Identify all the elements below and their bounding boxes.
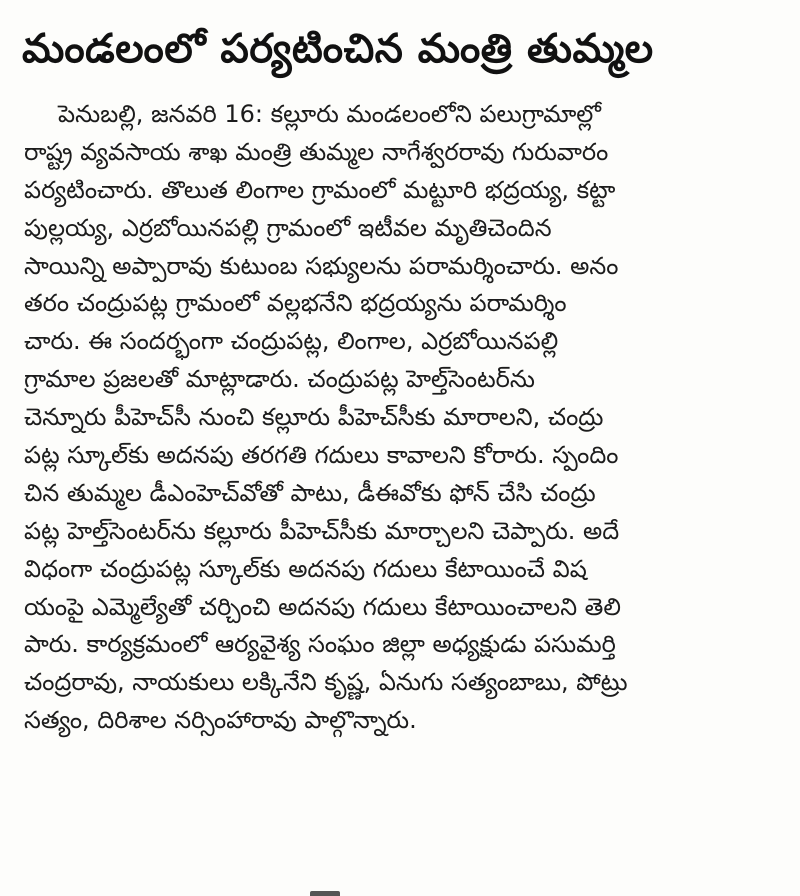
article-line: పర్యటించారు. తొలుత లింగాల గ్రామంలో మట్టూరి భద్రయ్య, కట్టా — [24, 175, 616, 204]
article-line: రాష్ట్ర వ్యవసాయ శాఖ మంత్రి తుమ్మల నాగేశ్వరరావు గురువారం — [24, 137, 609, 166]
article-line: పట్ల స్కూల్‌కు అదనపు తరగతి గదులు కావాలని కోరారు. స్పందిం — [24, 441, 619, 470]
article-line: యంపై ఎమ్మెల్యేతో చర్చించి అదనపు గదులు కేటాయించాలని తెలి — [24, 592, 621, 621]
article-line: చిన తుమ్మల డీఎంహెచ్‌వోతో పాటు, డీఈవోకు ఫోన్ చేసి చంద్రు — [24, 478, 596, 507]
article-line: చంద్రరావు, నాయకులు లక్కినేని కృష్ణ, ఏనుగు సత్యంబాబు, పోట్రు — [24, 668, 628, 697]
article-line: పుల్లయ్య, ఎర్రబోయినపల్లి గ్రామంలో ఇటీవల మృతిచెందిన — [24, 213, 552, 242]
article-line: చెన్నూరు పీహెచ్‌సీ నుంచి కల్లూరు పీహెచ్‌సీకు మారాలని, చంద్రు — [24, 403, 604, 432]
cropped-text-fragment-top — [330, 0, 530, 6]
article-line: పెనుబల్లి, జనవరి 16: కల్లూరు మండలంలోని పలుగ్రామాల్లో — [58, 100, 601, 128]
article-line: చారు. ఈ సందర్భంగా చంద్రుపట్ల, లింగాల, ఎర్రబోయినపల్లి — [24, 327, 559, 356]
article-line: సాయిన్ని అప్పారావు కుటుంబ సభ్యులను పరామర్శించారు. అనం — [24, 251, 619, 280]
article-line: విధంగా చంద్రుపట్ల స్కూల్‌కు అదనపు గదులు కేటాయించే విష — [24, 554, 587, 583]
article-headline: మండలంలో పర్యటించిన మంత్రి తుమ్మల — [22, 26, 654, 72]
cropped-text-fragment-bottom — [310, 891, 340, 896]
article-line: పారు. కార్యక్రమంలో ఆర్యవైశ్య సంఘం జిల్లా అధ్యక్షుడు పసుమర్తి — [24, 630, 616, 659]
article-body — [24, 96, 782, 740]
article-line: తరం చంద్రుపట్ల గ్రామంలో వల్లభనేని భద్రయ్యను పరామర్శిం — [24, 289, 567, 318]
article-line: పట్ల హెల్త్‌సెంటర్‌ను కల్లూరు పీహెచ్‌సీకు మార్చాలని చెప్పారు. అదే — [24, 516, 620, 545]
article-line: గ్రామాల ప్రజలతో మాట్లాడారు. చంద్రుపట్ల హెల్త్‌సెంటర్‌ను — [24, 365, 535, 394]
article-line: సత్యం, దిరిశాల నర్సింహారావు పాల్గొన్నారు. — [24, 706, 417, 735]
